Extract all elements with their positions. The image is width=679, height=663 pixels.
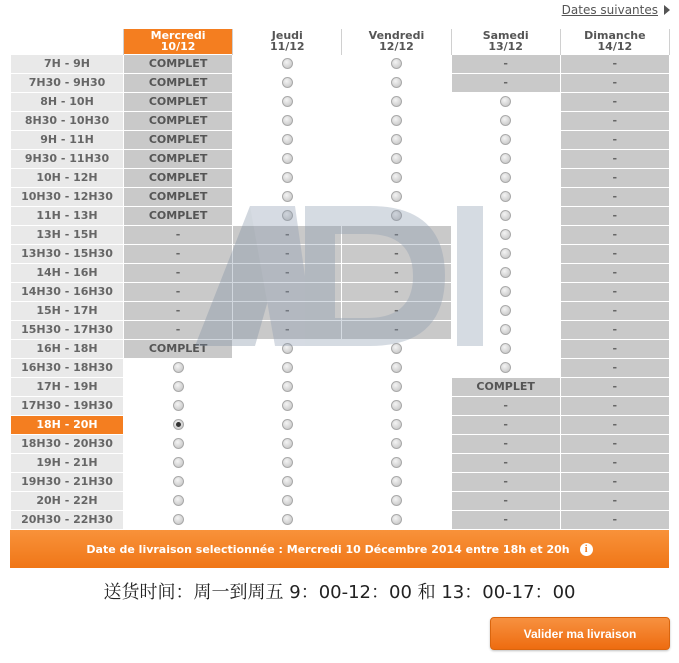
slot-option[interactable]: [124, 472, 233, 491]
corner-cell: [11, 29, 124, 54]
slot-unavailable: -: [233, 301, 342, 320]
radio-button[interactable]: [282, 191, 293, 202]
slot-unavailable: -: [124, 225, 233, 244]
radio-button[interactable]: [282, 343, 293, 354]
slot-row: [11, 358, 670, 377]
slot-option[interactable]: [451, 130, 560, 149]
radio-button[interactable]: [500, 134, 511, 145]
slot-unavailable: -: [124, 263, 233, 282]
slot-option[interactable]: [233, 168, 342, 187]
day-name: Jeudi: [271, 29, 303, 43]
slot-option[interactable]: [451, 187, 560, 206]
radio-button[interactable]: [391, 58, 402, 69]
radio-button[interactable]: [282, 58, 293, 69]
slot-row: [11, 111, 670, 130]
slot-unavailable: -: [451, 491, 560, 510]
radio-button[interactable]: [391, 362, 402, 373]
slot-row: [11, 415, 670, 434]
slot-option[interactable]: [451, 225, 560, 244]
slot-unavailable: -: [560, 472, 669, 491]
slot-unavailable: -: [451, 54, 560, 73]
slot-label: 17H30 - 19H30: [11, 396, 124, 415]
slot-unavailable: -: [560, 301, 669, 320]
day-header-1: [233, 29, 342, 54]
slot-option[interactable]: [233, 491, 342, 510]
slot-option[interactable]: [342, 92, 451, 111]
radio-button[interactable]: [173, 495, 184, 506]
slot-unavailable: -: [451, 453, 560, 472]
slot-unavailable: -: [342, 244, 451, 263]
next-dates-label: Dates suivantes: [561, 3, 658, 17]
slot-label: 18H - 20H: [11, 415, 124, 434]
slot-label: 14H30 - 16H30: [11, 282, 124, 301]
slot-unavailable: -: [560, 149, 669, 168]
slot-row: [11, 187, 670, 206]
slot-option[interactable]: [233, 130, 342, 149]
radio-button[interactable]: [391, 134, 402, 145]
validate-delivery-button[interactable]: Valider ma livraison: [490, 617, 670, 650]
slot-unavailable: -: [560, 73, 669, 92]
day-date: 13/12: [488, 40, 523, 54]
slot-unavailable: -: [451, 73, 560, 92]
slot-unavailable: -: [560, 339, 669, 358]
slot-option[interactable]: [124, 396, 233, 415]
slot-label: 20H30 - 22H30: [11, 510, 124, 529]
slot-option[interactable]: [124, 434, 233, 453]
slot-unavailable: -: [560, 377, 669, 396]
slot-option[interactable]: [451, 358, 560, 377]
slot-option[interactable]: [233, 415, 342, 434]
day-name: Mercredi: [150, 29, 206, 43]
slot-option[interactable]: [451, 320, 560, 339]
slot-row: [11, 130, 670, 149]
radio-button[interactable]: [282, 77, 293, 88]
slot-row: [11, 320, 670, 339]
slot-option[interactable]: [233, 358, 342, 377]
schedule-table: [10, 29, 670, 530]
slot-option[interactable]: [233, 453, 342, 472]
slot-complet: COMPLET: [451, 377, 560, 396]
slot-unavailable: -: [451, 396, 560, 415]
slot-row: [11, 54, 670, 73]
slot-unavailable: -: [560, 320, 669, 339]
slot-row: [11, 149, 670, 168]
slot-option[interactable]: [124, 491, 233, 510]
slot-option[interactable]: [233, 434, 342, 453]
radio-button[interactable]: [282, 400, 293, 411]
radio-button[interactable]: [391, 172, 402, 183]
radio-button[interactable]: [500, 362, 511, 373]
slot-complet: COMPLET: [124, 73, 233, 92]
slot-label: 15H - 17H: [11, 301, 124, 320]
radio-button[interactable]: [391, 400, 402, 411]
radio-button[interactable]: [500, 248, 511, 259]
slot-option[interactable]: [233, 339, 342, 358]
slot-unavailable: -: [560, 206, 669, 225]
slot-unavailable: -: [451, 415, 560, 434]
slot-option[interactable]: [342, 472, 451, 491]
slot-option[interactable]: [451, 282, 560, 301]
slot-row: [11, 472, 670, 491]
slot-unavailable: -: [233, 320, 342, 339]
slot-row: [11, 510, 670, 529]
radio-button[interactable]: [391, 381, 402, 392]
slot-unavailable: -: [342, 225, 451, 244]
slot-complet: COMPLET: [124, 187, 233, 206]
slot-row: [11, 453, 670, 472]
slot-label: 7H - 9H: [11, 54, 124, 73]
slot-unavailable: -: [560, 358, 669, 377]
slot-unavailable: -: [560, 244, 669, 263]
slot-row: [11, 396, 670, 415]
arrow-right-icon: [664, 5, 670, 15]
slot-option[interactable]: [124, 510, 233, 529]
slot-option[interactable]: [451, 339, 560, 358]
radio-button[interactable]: [282, 153, 293, 164]
slot-option[interactable]: [342, 206, 451, 225]
slot-option[interactable]: [342, 187, 451, 206]
radio-button[interactable]: [282, 96, 293, 107]
slot-row: [11, 244, 670, 263]
slot-unavailable: -: [560, 510, 669, 529]
slot-unavailable: -: [451, 472, 560, 491]
slot-unavailable: -: [560, 263, 669, 282]
slot-option[interactable]: [124, 415, 233, 434]
slot-unavailable: -: [124, 244, 233, 263]
radio-button[interactable]: [500, 267, 511, 278]
slot-option[interactable]: [233, 396, 342, 415]
radio-button[interactable]: [282, 115, 293, 126]
slot-label: 19H - 21H: [11, 453, 124, 472]
radio-button[interactable]: [282, 172, 293, 183]
slot-unavailable: -: [560, 54, 669, 73]
slot-option[interactable]: [342, 54, 451, 73]
radio-button[interactable]: [391, 77, 402, 88]
slot-unavailable: -: [342, 282, 451, 301]
day-date: 10/12: [160, 40, 196, 54]
slot-complet: COMPLET: [124, 206, 233, 225]
slot-unavailable: -: [560, 453, 669, 472]
day-header-0: [124, 29, 233, 54]
radio-button[interactable]: [282, 210, 293, 221]
radio-button[interactable]: [391, 514, 402, 525]
slot-label: 9H30 - 11H30: [11, 149, 124, 168]
radio-button[interactable]: [282, 134, 293, 145]
slot-option[interactable]: [342, 149, 451, 168]
slot-row: [11, 263, 670, 282]
radio-button[interactable]: [500, 172, 511, 183]
slot-option[interactable]: [124, 377, 233, 396]
slot-unavailable: -: [560, 187, 669, 206]
radio-button[interactable]: [391, 495, 402, 506]
radio-button[interactable]: [391, 191, 402, 202]
slot-unavailable: -: [342, 320, 451, 339]
slot-option[interactable]: [342, 358, 451, 377]
day-header-2: [342, 29, 451, 54]
radio-button[interactable]: [500, 210, 511, 221]
slot-option[interactable]: [451, 301, 560, 320]
slot-unavailable: -: [124, 282, 233, 301]
slot-option[interactable]: [342, 111, 451, 130]
slot-option[interactable]: [342, 510, 451, 529]
slot-unavailable: -: [560, 434, 669, 453]
selection-status-bar: [10, 530, 669, 568]
slot-row: [11, 282, 670, 301]
slot-option[interactable]: [451, 263, 560, 282]
slot-unavailable: -: [560, 396, 669, 415]
radio-button[interactable]: [391, 153, 402, 164]
slot-option[interactable]: [451, 206, 560, 225]
slot-label: 19H30 - 21H30: [11, 472, 124, 491]
slot-option[interactable]: [451, 149, 560, 168]
slot-option[interactable]: [342, 73, 451, 92]
radio-button[interactable]: [391, 210, 402, 221]
radio-button[interactable]: [391, 115, 402, 126]
slot-label: 9H - 11H: [11, 130, 124, 149]
slot-row: [11, 491, 670, 510]
radio-button[interactable]: [282, 419, 293, 430]
radio-button[interactable]: [500, 191, 511, 202]
slot-unavailable: -: [233, 244, 342, 263]
radio-button[interactable]: [391, 96, 402, 107]
radio-button[interactable]: [500, 96, 511, 107]
radio-button[interactable]: [391, 438, 402, 449]
slot-option[interactable]: [233, 510, 342, 529]
slot-row: [11, 377, 670, 396]
slot-unavailable: -: [560, 225, 669, 244]
radio-button[interactable]: [173, 514, 184, 525]
slot-unavailable: -: [560, 491, 669, 510]
slot-label: 13H30 - 15H30: [11, 244, 124, 263]
slot-complet: COMPLET: [124, 130, 233, 149]
radio-button[interactable]: [282, 438, 293, 449]
slot-label: 16H30 - 18H30: [11, 358, 124, 377]
slot-option[interactable]: [451, 168, 560, 187]
radio-button[interactable]: [391, 457, 402, 468]
slot-label: 13H - 15H: [11, 225, 124, 244]
radio-button[interactable]: [173, 476, 184, 487]
slot-option[interactable]: [342, 491, 451, 510]
slot-complet: COMPLET: [124, 168, 233, 187]
slot-label: 18H30 - 20H30: [11, 434, 124, 453]
radio-selected[interactable]: [173, 419, 184, 430]
slot-complet: COMPLET: [124, 54, 233, 73]
slot-label: 17H - 19H: [11, 377, 124, 396]
day-date: 11/12: [269, 40, 305, 54]
radio-button[interactable]: [391, 419, 402, 430]
radio-button[interactable]: [173, 362, 184, 373]
slot-option[interactable]: [342, 377, 451, 396]
slot-option[interactable]: [342, 415, 451, 434]
slot-option[interactable]: [451, 244, 560, 263]
radio-button[interactable]: [391, 476, 402, 487]
radio-button[interactable]: [282, 476, 293, 487]
slot-unavailable: -: [233, 263, 342, 282]
delivery-hours-note: 送货时间：周一到周五 9：00-12：00 和 13：00-17：00: [103, 582, 576, 603]
slot-option[interactable]: [233, 92, 342, 111]
slot-option[interactable]: [451, 111, 560, 130]
radio-button[interactable]: [173, 438, 184, 449]
radio-button[interactable]: [500, 153, 511, 164]
day-name: Dimanche: [584, 29, 646, 43]
slot-option[interactable]: [233, 73, 342, 92]
slot-option[interactable]: [233, 472, 342, 491]
radio-button[interactable]: [500, 324, 511, 335]
radio-button[interactable]: [391, 343, 402, 354]
slot-label: 11H - 13H: [11, 206, 124, 225]
slot-option[interactable]: [342, 339, 451, 358]
radio-button[interactable]: [282, 457, 293, 468]
slot-unavailable: -: [342, 263, 451, 282]
slot-complet: COMPLET: [124, 111, 233, 130]
slot-unavailable: -: [560, 111, 669, 130]
slot-unavailable: -: [560, 415, 669, 434]
slot-option[interactable]: [233, 111, 342, 130]
day-name: Samedi: [482, 29, 529, 43]
slot-label: 15H30 - 17H30: [11, 320, 124, 339]
slot-label: 20H - 22H: [11, 491, 124, 510]
slot-label: 8H30 - 10H30: [11, 111, 124, 130]
day-name: Vendredi: [368, 29, 425, 43]
slot-row: [11, 225, 670, 244]
slot-label: 14H - 16H: [11, 263, 124, 282]
slot-option[interactable]: [233, 206, 342, 225]
slot-option[interactable]: [233, 54, 342, 73]
day-header-4: [560, 29, 669, 54]
slot-label: 10H - 12H: [11, 168, 124, 187]
slot-unavailable: -: [233, 282, 342, 301]
slot-unavailable: -: [451, 434, 560, 453]
radio-button[interactable]: [500, 343, 511, 354]
slot-option[interactable]: [342, 453, 451, 472]
next-dates-link[interactable]: [562, 3, 670, 17]
slot-label: 16H - 18H: [11, 339, 124, 358]
slot-row: [11, 434, 670, 453]
radio-button[interactable]: [282, 514, 293, 525]
slot-row: [11, 301, 670, 320]
selection-text: Date de livraison selectionnée : Mercredi 10 Décembre 2014 entre 18h et 20h: [86, 542, 570, 556]
slot-label: 8H - 10H: [11, 92, 124, 111]
radio-button[interactable]: [282, 362, 293, 373]
radio-button[interactable]: [500, 286, 511, 297]
slot-unavailable: -: [560, 130, 669, 149]
day-date: 14/12: [597, 40, 633, 54]
slot-label: 10H30 - 12H30: [11, 187, 124, 206]
radio-button[interactable]: [282, 495, 293, 506]
slot-option[interactable]: [124, 358, 233, 377]
slot-option[interactable]: [342, 434, 451, 453]
slot-option[interactable]: [124, 453, 233, 472]
slot-option[interactable]: [451, 92, 560, 111]
slot-unavailable: -: [342, 301, 451, 320]
slot-option[interactable]: [233, 377, 342, 396]
radio-button[interactable]: [173, 400, 184, 411]
radio-button[interactable]: [173, 457, 184, 468]
radio-button[interactable]: [500, 115, 511, 126]
radio-button[interactable]: [500, 229, 511, 240]
info-icon[interactable]: i: [580, 543, 593, 556]
slot-unavailable: -: [233, 225, 342, 244]
slot-complet: COMPLET: [124, 339, 233, 358]
slot-unavailable: -: [451, 510, 560, 529]
delivery-schedule: [10, 29, 669, 530]
slot-option[interactable]: [342, 396, 451, 415]
slot-complet: COMPLET: [124, 149, 233, 168]
slot-unavailable: -: [560, 282, 669, 301]
slot-unavailable: -: [560, 168, 669, 187]
slot-unavailable: -: [124, 320, 233, 339]
slot-unavailable: -: [124, 301, 233, 320]
slot-option[interactable]: [342, 130, 451, 149]
slot-row: [11, 339, 670, 358]
slot-option[interactable]: [233, 187, 342, 206]
slot-row: [11, 73, 670, 92]
slot-complet: COMPLET: [124, 92, 233, 111]
slot-label: 7H30 - 9H30: [11, 73, 124, 92]
slot-option[interactable]: [233, 149, 342, 168]
radio-button[interactable]: [500, 305, 511, 316]
day-header-3: [451, 29, 560, 54]
slot-unavailable: -: [560, 92, 669, 111]
radio-button[interactable]: [173, 381, 184, 392]
day-date: 12/12: [379, 40, 414, 54]
slot-row: [11, 206, 670, 225]
slot-row: [11, 168, 670, 187]
slot-row: [11, 92, 670, 111]
radio-button[interactable]: [282, 381, 293, 392]
slot-option[interactable]: [342, 168, 451, 187]
